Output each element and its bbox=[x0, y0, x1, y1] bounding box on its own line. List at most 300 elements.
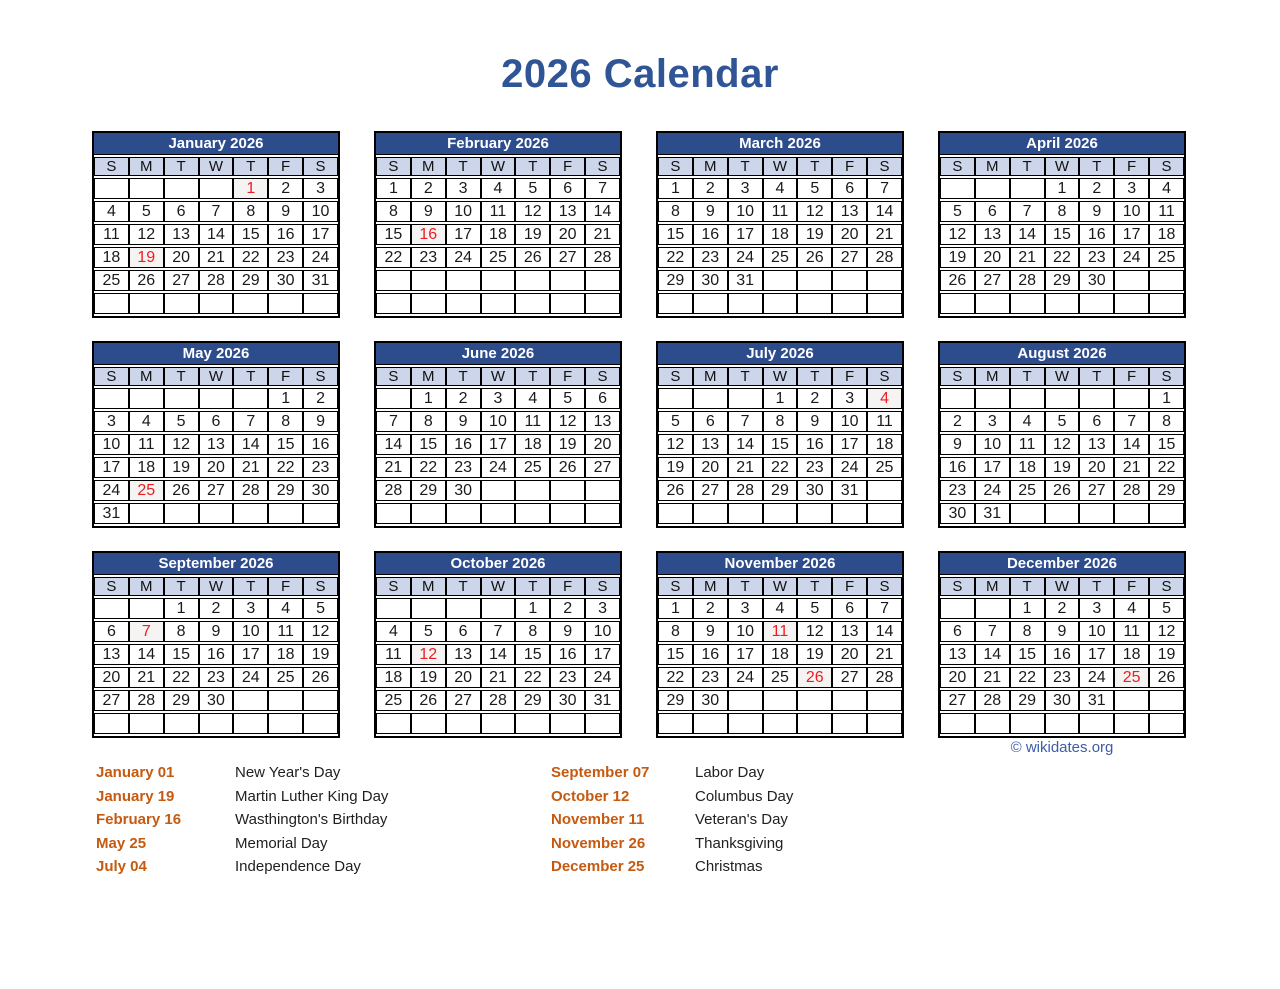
week-row bbox=[94, 247, 338, 268]
month-title: July 2026 bbox=[658, 343, 902, 365]
week-row bbox=[658, 293, 902, 314]
day-cell: 23 bbox=[199, 667, 234, 688]
holiday-date: December 25 bbox=[551, 858, 645, 876]
day-cell: 19 bbox=[411, 667, 446, 688]
empty-day-cell bbox=[1010, 713, 1045, 734]
empty-day-cell bbox=[550, 503, 585, 524]
day-cell: 19 bbox=[658, 457, 693, 478]
day-cell: 4 bbox=[515, 388, 550, 409]
weekday-header: T bbox=[233, 157, 268, 176]
day-cell: 20 bbox=[550, 224, 585, 245]
day-cell: 8 bbox=[268, 411, 303, 432]
empty-day-cell bbox=[481, 713, 516, 734]
day-cell: 11 bbox=[1010, 434, 1045, 455]
weekday-header: F bbox=[268, 157, 303, 176]
day-cell: 20 bbox=[940, 667, 975, 688]
day-cell: 7 bbox=[867, 598, 902, 619]
day-cell: 30 bbox=[693, 690, 728, 711]
day-cell: 24 bbox=[832, 457, 867, 478]
weekday-header: F bbox=[1114, 577, 1149, 596]
month-april bbox=[938, 131, 1186, 318]
day-cell: 25 bbox=[1149, 247, 1184, 268]
empty-day-cell bbox=[1010, 503, 1045, 524]
day-cell: 8 bbox=[1149, 411, 1184, 432]
day-cell: 8 bbox=[411, 411, 446, 432]
empty-day-cell bbox=[446, 270, 481, 291]
empty-day-cell bbox=[164, 713, 199, 734]
day-cell: 20 bbox=[164, 247, 199, 268]
day-cell: 12 bbox=[515, 201, 550, 222]
empty-day-cell bbox=[411, 270, 446, 291]
day-cell: 31 bbox=[1079, 690, 1114, 711]
day-cell: 29 bbox=[763, 480, 798, 501]
weekday-header: T bbox=[1079, 367, 1114, 386]
empty-day-cell bbox=[481, 598, 516, 619]
day-cell: 6 bbox=[832, 598, 867, 619]
empty-day-cell bbox=[233, 713, 268, 734]
month-august bbox=[938, 341, 1186, 528]
day-cell: 24 bbox=[1079, 667, 1114, 688]
day-cell: 19 bbox=[940, 247, 975, 268]
week-row bbox=[940, 480, 1184, 501]
week-row bbox=[376, 598, 620, 619]
day-cell: 17 bbox=[94, 457, 129, 478]
page-title: 2026 Calendar bbox=[501, 52, 779, 96]
day-cell: 24 bbox=[481, 457, 516, 478]
day-cell: 14 bbox=[199, 224, 234, 245]
day-cell: 21 bbox=[867, 644, 902, 665]
empty-day-cell bbox=[1149, 690, 1184, 711]
weekday-header: S bbox=[585, 157, 620, 176]
empty-day-cell bbox=[763, 713, 798, 734]
empty-day-cell bbox=[94, 178, 129, 199]
week-row bbox=[94, 411, 338, 432]
month-january bbox=[92, 131, 340, 318]
day-cell: 12 bbox=[797, 201, 832, 222]
weekday-header: S bbox=[303, 367, 338, 386]
day-cell: 11 bbox=[867, 411, 902, 432]
day-cell: 16 bbox=[693, 224, 728, 245]
day-cell: 10 bbox=[303, 201, 338, 222]
day-cell: 25 bbox=[1010, 480, 1045, 501]
empty-day-cell bbox=[867, 270, 902, 291]
day-cell: 3 bbox=[1114, 178, 1149, 199]
day-cell: 18 bbox=[1149, 224, 1184, 245]
week-row bbox=[658, 457, 902, 478]
month-title: June 2026 bbox=[376, 343, 620, 365]
day-cell: 14 bbox=[481, 644, 516, 665]
day-cell: 16 bbox=[1079, 224, 1114, 245]
week-row bbox=[94, 480, 338, 501]
day-cell: 18 bbox=[481, 224, 516, 245]
day-cell: 17 bbox=[1114, 224, 1149, 245]
weekday-header: W bbox=[1045, 577, 1080, 596]
weekday-header: W bbox=[763, 157, 798, 176]
day-cell: 30 bbox=[797, 480, 832, 501]
empty-day-cell bbox=[199, 293, 234, 314]
week-row bbox=[94, 457, 338, 478]
day-cell: 19 bbox=[303, 644, 338, 665]
day-cell: 4 bbox=[481, 178, 516, 199]
week-row bbox=[94, 644, 338, 665]
month-table bbox=[94, 155, 338, 316]
day-cell: 15 bbox=[658, 644, 693, 665]
day-cell: 2 bbox=[550, 598, 585, 619]
empty-day-cell bbox=[1149, 503, 1184, 524]
empty-day-cell bbox=[940, 598, 975, 619]
day-cell: 14 bbox=[233, 434, 268, 455]
day-cell: 18 bbox=[763, 224, 798, 245]
day-cell: 25 bbox=[763, 247, 798, 268]
day-cell: 25 bbox=[1114, 667, 1149, 688]
weekday-header: M bbox=[411, 577, 446, 596]
day-cell: 3 bbox=[728, 178, 763, 199]
week-row bbox=[94, 434, 338, 455]
weekday-header: T bbox=[1010, 367, 1045, 386]
week-row bbox=[658, 270, 902, 291]
day-cell: 9 bbox=[411, 201, 446, 222]
weekday-header: M bbox=[129, 577, 164, 596]
empty-day-cell bbox=[975, 388, 1010, 409]
day-cell: 3 bbox=[975, 411, 1010, 432]
weekday-header: S bbox=[1149, 577, 1184, 596]
empty-day-cell bbox=[303, 293, 338, 314]
empty-day-cell bbox=[797, 270, 832, 291]
empty-day-cell bbox=[550, 713, 585, 734]
holiday-name: Columbus Day bbox=[695, 787, 794, 805]
day-cell: 12 bbox=[411, 644, 446, 665]
day-cell: 6 bbox=[446, 621, 481, 642]
day-cell: 2 bbox=[446, 388, 481, 409]
month-october bbox=[374, 551, 622, 738]
day-cell: 15 bbox=[1045, 224, 1080, 245]
empty-day-cell bbox=[658, 388, 693, 409]
weekday-header: S bbox=[658, 577, 693, 596]
day-cell: 30 bbox=[199, 690, 234, 711]
empty-day-cell bbox=[411, 598, 446, 619]
day-cell: 1 bbox=[164, 598, 199, 619]
day-cell: 19 bbox=[797, 224, 832, 245]
day-cell: 30 bbox=[693, 270, 728, 291]
month-table bbox=[658, 365, 902, 526]
empty-day-cell bbox=[376, 388, 411, 409]
empty-day-cell bbox=[515, 713, 550, 734]
month-table bbox=[94, 575, 338, 736]
day-cell: 5 bbox=[550, 388, 585, 409]
empty-day-cell bbox=[129, 293, 164, 314]
day-cell: 2 bbox=[1045, 598, 1080, 619]
week-row bbox=[940, 667, 1184, 688]
empty-day-cell bbox=[1149, 713, 1184, 734]
day-cell: 5 bbox=[940, 201, 975, 222]
day-cell: 13 bbox=[585, 411, 620, 432]
empty-day-cell bbox=[94, 598, 129, 619]
day-cell: 22 bbox=[1149, 457, 1184, 478]
day-cell: 23 bbox=[303, 457, 338, 478]
empty-day-cell bbox=[1010, 293, 1045, 314]
day-cell: 12 bbox=[550, 411, 585, 432]
holiday-row bbox=[96, 808, 388, 832]
month-title: January 2026 bbox=[94, 133, 338, 155]
day-cell: 6 bbox=[550, 178, 585, 199]
holiday-row bbox=[96, 855, 388, 879]
day-cell: 2 bbox=[1079, 178, 1114, 199]
day-cell: 3 bbox=[446, 178, 481, 199]
day-cell: 15 bbox=[411, 434, 446, 455]
weekday-header: T bbox=[728, 157, 763, 176]
empty-day-cell bbox=[550, 270, 585, 291]
month-table bbox=[658, 155, 902, 316]
empty-day-cell bbox=[446, 598, 481, 619]
day-cell: 30 bbox=[446, 480, 481, 501]
empty-day-cell bbox=[763, 293, 798, 314]
empty-day-cell bbox=[515, 480, 550, 501]
weekday-header: T bbox=[446, 577, 481, 596]
day-cell: 8 bbox=[376, 201, 411, 222]
day-cell: 27 bbox=[164, 270, 199, 291]
day-cell: 4 bbox=[763, 178, 798, 199]
weekday-header: S bbox=[867, 577, 902, 596]
day-cell: 10 bbox=[446, 201, 481, 222]
day-cell: 28 bbox=[975, 690, 1010, 711]
day-cell: 11 bbox=[515, 411, 550, 432]
day-cell: 28 bbox=[867, 667, 902, 688]
weekday-header: F bbox=[832, 157, 867, 176]
day-cell: 17 bbox=[1079, 644, 1114, 665]
empty-day-cell bbox=[658, 713, 693, 734]
day-cell: 30 bbox=[940, 503, 975, 524]
day-cell: 31 bbox=[832, 480, 867, 501]
empty-day-cell bbox=[303, 690, 338, 711]
months-grid bbox=[92, 131, 1186, 738]
holiday-name: Wasthington's Birthday bbox=[235, 811, 388, 829]
empty-day-cell bbox=[481, 293, 516, 314]
day-cell: 6 bbox=[975, 201, 1010, 222]
empty-day-cell bbox=[763, 270, 798, 291]
month-february bbox=[374, 131, 622, 318]
weekday-header: T bbox=[1010, 577, 1045, 596]
day-cell: 10 bbox=[481, 411, 516, 432]
empty-day-cell bbox=[481, 503, 516, 524]
day-cell: 16 bbox=[199, 644, 234, 665]
empty-day-cell bbox=[481, 270, 516, 291]
weekday-header: F bbox=[1114, 367, 1149, 386]
month-table bbox=[376, 155, 620, 316]
weekday-header: S bbox=[658, 367, 693, 386]
weekday-header: M bbox=[975, 157, 1010, 176]
day-cell: 31 bbox=[728, 270, 763, 291]
empty-day-cell bbox=[1079, 713, 1114, 734]
week-row bbox=[658, 411, 902, 432]
holiday-date: July 04 bbox=[96, 858, 147, 876]
day-cell: 6 bbox=[1079, 411, 1114, 432]
day-cell: 26 bbox=[1149, 667, 1184, 688]
attribution-link[interactable]: © wikidates.org bbox=[1010, 739, 1114, 756]
week-row bbox=[376, 178, 620, 199]
day-cell: 17 bbox=[481, 434, 516, 455]
day-cell: 17 bbox=[303, 224, 338, 245]
day-cell: 16 bbox=[940, 457, 975, 478]
week-row bbox=[94, 667, 338, 688]
day-cell: 24 bbox=[585, 667, 620, 688]
day-cell: 2 bbox=[411, 178, 446, 199]
week-row bbox=[658, 644, 902, 665]
week-row bbox=[376, 480, 620, 501]
empty-day-cell bbox=[515, 503, 550, 524]
empty-day-cell bbox=[975, 178, 1010, 199]
month-title: February 2026 bbox=[376, 133, 620, 155]
weekday-header: W bbox=[199, 577, 234, 596]
empty-day-cell bbox=[1114, 503, 1149, 524]
week-row bbox=[376, 201, 620, 222]
holiday-row bbox=[551, 855, 793, 879]
empty-day-cell bbox=[1045, 293, 1080, 314]
day-cell: 29 bbox=[164, 690, 199, 711]
holiday-list-right-column bbox=[551, 761, 793, 879]
weekday-header: W bbox=[1045, 367, 1080, 386]
day-cell: 28 bbox=[129, 690, 164, 711]
weekday-header: F bbox=[550, 367, 585, 386]
empty-day-cell bbox=[693, 713, 728, 734]
day-cell: 27 bbox=[832, 247, 867, 268]
day-cell: 21 bbox=[376, 457, 411, 478]
day-cell: 7 bbox=[1114, 411, 1149, 432]
day-cell: 10 bbox=[728, 621, 763, 642]
day-cell: 20 bbox=[446, 667, 481, 688]
day-cell: 23 bbox=[797, 457, 832, 478]
day-cell: 17 bbox=[728, 644, 763, 665]
weekday-header: W bbox=[199, 157, 234, 176]
week-row bbox=[376, 713, 620, 734]
day-cell: 5 bbox=[303, 598, 338, 619]
week-row bbox=[658, 598, 902, 619]
day-cell: 27 bbox=[585, 457, 620, 478]
empty-day-cell bbox=[1045, 503, 1080, 524]
holiday-date: October 12 bbox=[551, 787, 630, 805]
week-row bbox=[940, 621, 1184, 642]
day-cell: 24 bbox=[975, 480, 1010, 501]
day-cell: 22 bbox=[515, 667, 550, 688]
day-cell: 13 bbox=[975, 224, 1010, 245]
weekday-header: T bbox=[797, 157, 832, 176]
day-cell: 7 bbox=[1010, 201, 1045, 222]
empty-day-cell bbox=[1045, 388, 1080, 409]
day-cell: 9 bbox=[446, 411, 481, 432]
day-cell: 5 bbox=[658, 411, 693, 432]
weekday-header: S bbox=[940, 367, 975, 386]
weekday-header: W bbox=[763, 577, 798, 596]
day-cell: 21 bbox=[867, 224, 902, 245]
day-cell: 1 bbox=[515, 598, 550, 619]
day-cell: 22 bbox=[233, 247, 268, 268]
day-cell: 24 bbox=[233, 667, 268, 688]
day-cell: 2 bbox=[693, 598, 728, 619]
empty-day-cell bbox=[693, 388, 728, 409]
holiday-list bbox=[96, 761, 1186, 881]
day-cell: 18 bbox=[763, 644, 798, 665]
empty-day-cell bbox=[832, 713, 867, 734]
day-cell: 12 bbox=[1045, 434, 1080, 455]
day-cell: 23 bbox=[268, 247, 303, 268]
day-cell: 9 bbox=[199, 621, 234, 642]
empty-day-cell bbox=[832, 293, 867, 314]
holiday-name: Independence Day bbox=[235, 858, 361, 876]
week-row bbox=[658, 713, 902, 734]
day-cell: 20 bbox=[1079, 457, 1114, 478]
empty-day-cell bbox=[832, 270, 867, 291]
weekday-header: W bbox=[481, 157, 516, 176]
day-cell: 13 bbox=[164, 224, 199, 245]
holiday-date: January 01 bbox=[96, 764, 175, 782]
holiday-row bbox=[551, 785, 793, 809]
week-row bbox=[376, 388, 620, 409]
weekday-header: M bbox=[693, 157, 728, 176]
empty-day-cell bbox=[797, 690, 832, 711]
day-cell: 1 bbox=[658, 598, 693, 619]
month-title: May 2026 bbox=[94, 343, 338, 365]
week-row bbox=[658, 434, 902, 455]
empty-day-cell bbox=[233, 293, 268, 314]
empty-day-cell bbox=[199, 388, 234, 409]
week-row bbox=[940, 457, 1184, 478]
weekday-header: F bbox=[268, 367, 303, 386]
day-cell: 16 bbox=[303, 434, 338, 455]
week-row bbox=[376, 644, 620, 665]
week-row bbox=[940, 293, 1184, 314]
empty-day-cell bbox=[515, 293, 550, 314]
day-cell: 4 bbox=[763, 598, 798, 619]
day-cell: 11 bbox=[1114, 621, 1149, 642]
day-cell: 12 bbox=[129, 224, 164, 245]
empty-day-cell bbox=[268, 293, 303, 314]
week-row bbox=[658, 388, 902, 409]
week-row bbox=[940, 434, 1184, 455]
empty-day-cell bbox=[867, 503, 902, 524]
day-cell: 21 bbox=[975, 667, 1010, 688]
weekday-header: T bbox=[164, 367, 199, 386]
day-cell: 16 bbox=[411, 224, 446, 245]
empty-day-cell bbox=[164, 293, 199, 314]
day-cell: 1 bbox=[1045, 178, 1080, 199]
month-december bbox=[938, 551, 1186, 738]
weekday-header: S bbox=[867, 157, 902, 176]
weekday-header: M bbox=[411, 157, 446, 176]
holiday-name: Martin Luther King Day bbox=[235, 787, 389, 805]
week-row bbox=[376, 411, 620, 432]
day-cell: 22 bbox=[164, 667, 199, 688]
weekday-header: T bbox=[446, 367, 481, 386]
empty-day-cell bbox=[94, 388, 129, 409]
day-cell: 16 bbox=[797, 434, 832, 455]
day-cell: 9 bbox=[1045, 621, 1080, 642]
day-cell: 6 bbox=[693, 411, 728, 432]
day-cell: 22 bbox=[1045, 247, 1080, 268]
day-cell: 26 bbox=[411, 690, 446, 711]
weekday-header: S bbox=[940, 577, 975, 596]
day-cell: 24 bbox=[94, 480, 129, 501]
day-cell: 4 bbox=[1149, 178, 1184, 199]
day-cell: 22 bbox=[376, 247, 411, 268]
day-cell: 4 bbox=[268, 598, 303, 619]
holiday-name: Veteran's Day bbox=[695, 811, 788, 829]
day-cell: 3 bbox=[585, 598, 620, 619]
empty-day-cell bbox=[797, 713, 832, 734]
holiday-date: January 19 bbox=[96, 787, 175, 805]
day-cell: 23 bbox=[411, 247, 446, 268]
day-cell: 10 bbox=[585, 621, 620, 642]
day-cell: 25 bbox=[481, 247, 516, 268]
week-row bbox=[940, 690, 1184, 711]
